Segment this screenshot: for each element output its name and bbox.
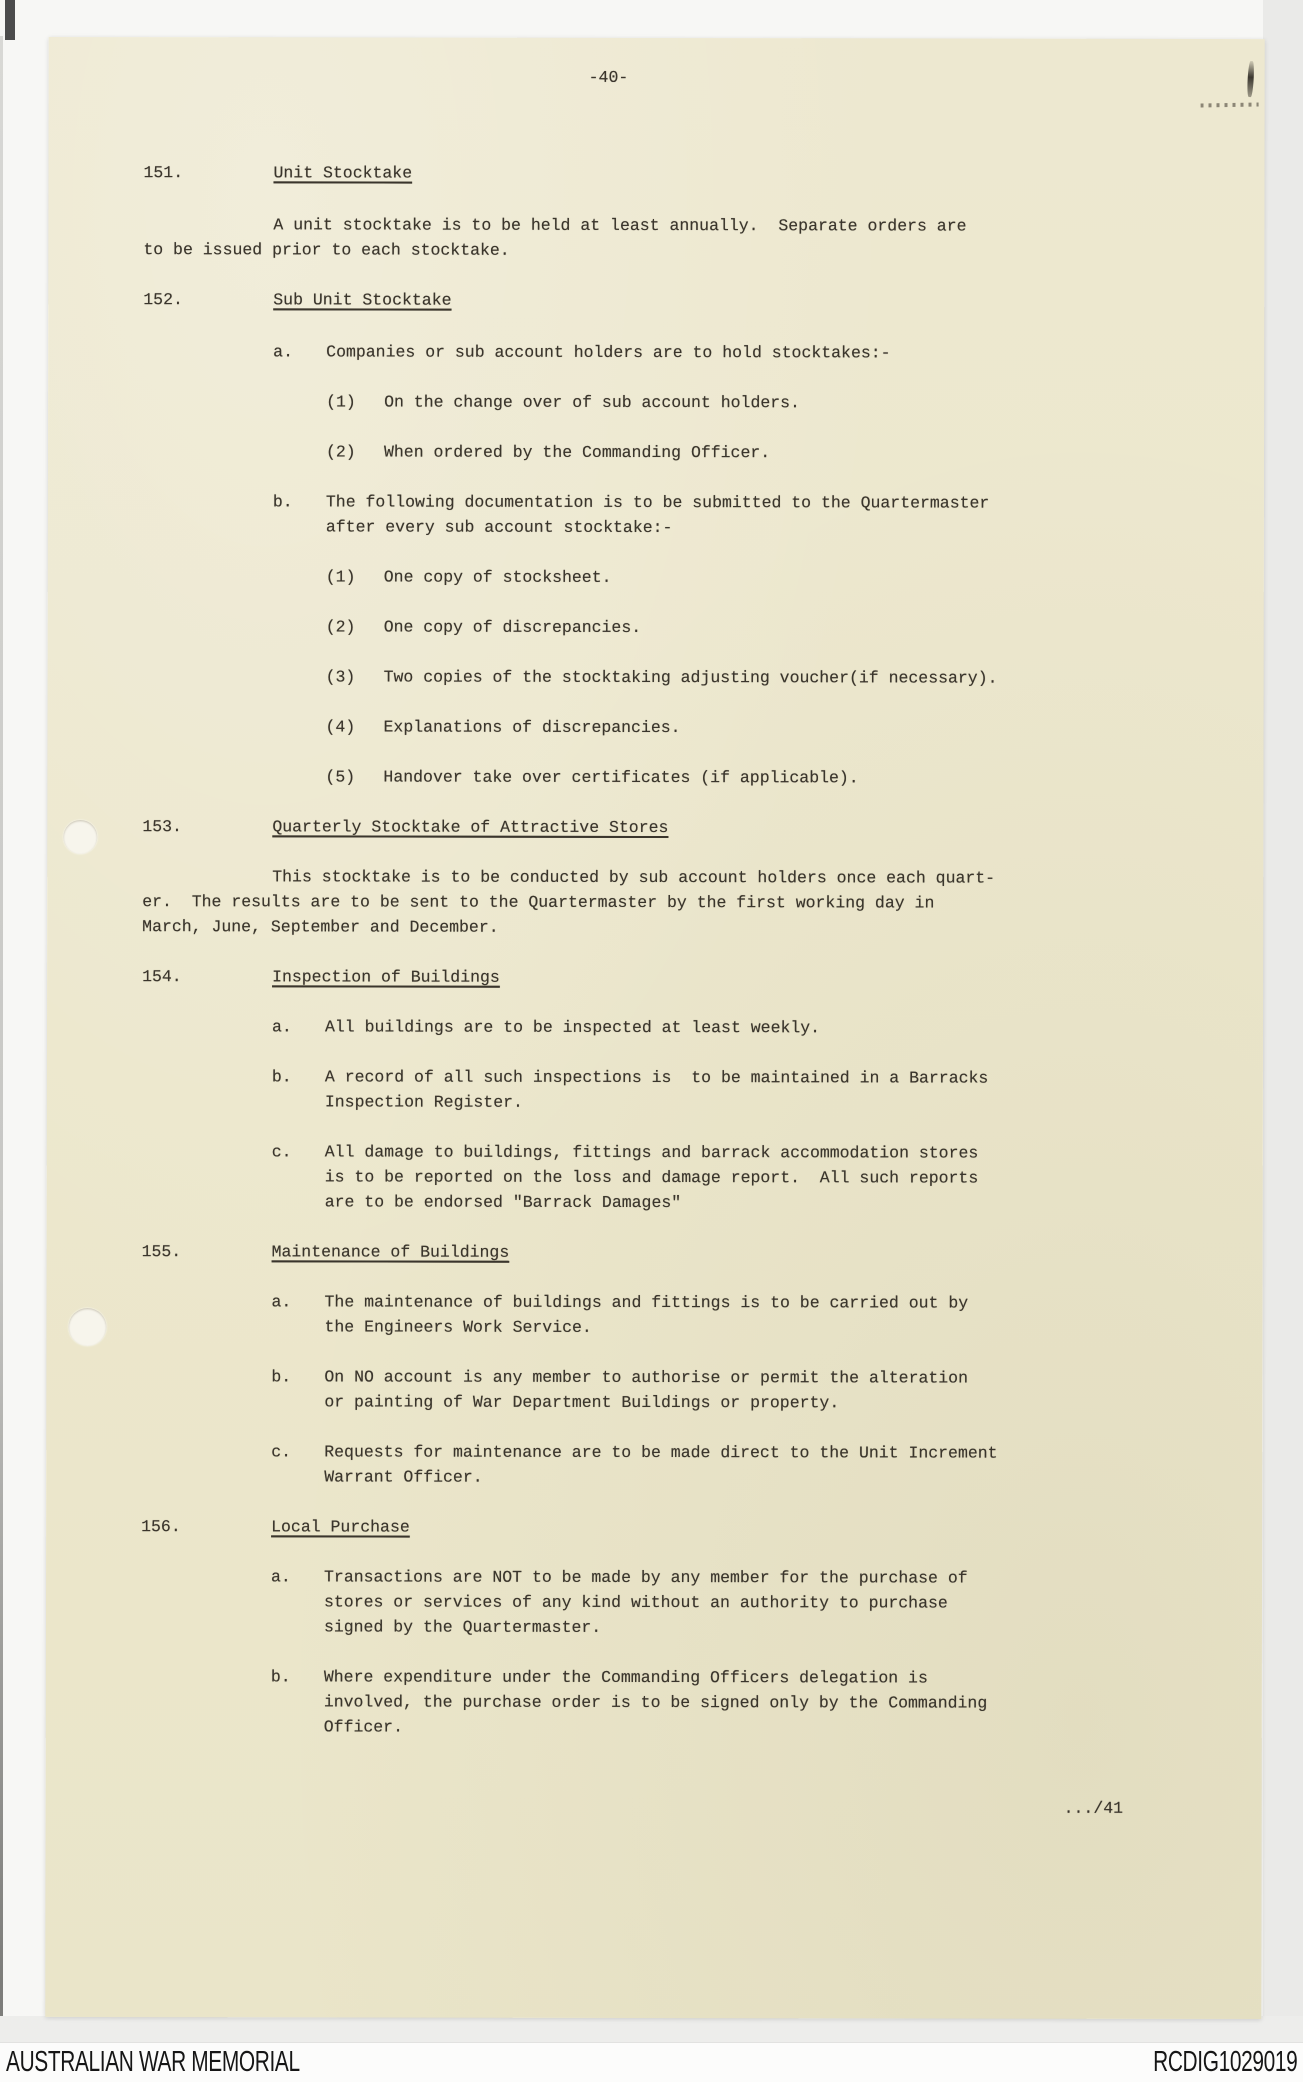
item-text: All buildings are to be inspected at least weekly. — [324, 1017, 821, 1038]
section-heading: Sub Unit Stocktake — [273, 290, 452, 310]
subitem-marker: (3) — [325, 667, 356, 687]
subitem-marker: (2) — [325, 617, 356, 637]
subitem-text: One copy of stocksheet. — [383, 567, 612, 587]
list-subitem — [326, 389, 800, 415]
punch-hole-top — [63, 820, 97, 854]
subitem-text: When ordered by the Commanding Officer. — [383, 442, 771, 463]
subitem-marker: (1) — [326, 392, 356, 412]
list-item — [273, 489, 990, 540]
archive-name: AUSTRALIAN WAR MEMORIAL — [6, 2046, 300, 2078]
subitem-marker: (4) — [325, 717, 356, 737]
section-154-heading-row — [142, 964, 500, 990]
item-marker: a. — [273, 342, 294, 362]
item-text: Companies or sub account holders are to hold stocktakes:- — [326, 342, 891, 363]
section-153-paragraph: This stocktake is to be conducted by sub account holders once each quart- er. The results are to be sent to the Quartermaster by the first working day in March, June, September and December. — [142, 867, 996, 937]
scan-edge-artifact — [5, 0, 15, 40]
item-text: Requests for maintenance are to be made direct to the Unit Increment Warrant Officer. — [324, 1442, 998, 1487]
list-subitem — [326, 664, 998, 690]
section-heading: Local Purchase — [271, 1517, 410, 1537]
punch-hole-bottom — [68, 1308, 106, 1346]
section-156-heading-row — [141, 1514, 410, 1539]
section-153-heading-row — [142, 814, 668, 840]
list-item — [272, 1014, 820, 1040]
section-number: 152. — [143, 290, 183, 310]
archive-reference-id: RCDIG1029019 — [1152, 2046, 1297, 2078]
list-item — [272, 1064, 989, 1115]
section-heading: Unit Stocktake — [273, 163, 413, 183]
list-subitem — [326, 439, 770, 465]
section-number: 153. — [142, 817, 182, 837]
subitem-marker: (5) — [325, 767, 356, 787]
item-text: The maintenance of buildings and fittings is to be carried out by the Engineers Work Service. — [324, 1292, 969, 1337]
document-page — [45, 37, 1264, 2019]
item-marker: b. — [271, 1367, 292, 1387]
item-text: All damage to buildings, fittings and barrack accommodation stores is to be reported on the loss and damage report. All such reports are to be endorsed "Barrack Damages" — [324, 1142, 979, 1213]
list-subitem — [326, 714, 681, 740]
list-item — [273, 339, 890, 365]
section-heading: Maintenance of Buildings — [271, 1242, 510, 1262]
list-item — [271, 1564, 968, 1640]
subitem-marker: (1) — [325, 567, 356, 587]
item-marker: c. — [271, 1442, 292, 1462]
list-item — [271, 1289, 968, 1340]
item-marker: b. — [270, 1667, 291, 1687]
section-number: 155. — [141, 1242, 182, 1262]
scan-edge-line — [0, 36, 3, 2042]
page-number: -40- — [588, 67, 629, 87]
list-item — [271, 1364, 968, 1415]
scan-bottom-margin — [0, 2016, 1303, 2042]
item-text: On NO account is any member to authorise or permit the alteration or painting of War Department Buildings or property. — [324, 1367, 969, 1413]
subitem-text: Handover take over certificates (if applicable). — [383, 767, 859, 788]
item-marker: a. — [271, 1567, 291, 1587]
subitem-text: Explanations of discrepancies. — [383, 717, 681, 738]
section-152-heading-row — [143, 287, 451, 313]
list-subitem — [326, 564, 612, 589]
continuation-mark: .../41 — [1063, 1798, 1124, 1818]
item-marker: a. — [271, 1017, 292, 1037]
archive-footer — [0, 2042, 1303, 2082]
list-subitem — [325, 764, 858, 790]
section-155-heading-row — [142, 1239, 510, 1265]
subitem-text: On the change over of sub account holders. — [384, 392, 800, 413]
item-text: Transactions are NOT to be made by any member for the purchase of stores or services of any kind without an authority to purchase signed by the Quartermaster. — [323, 1567, 968, 1637]
section-heading: Quarterly Stocktake of Attractive Stores — [272, 817, 669, 838]
item-marker: c. — [271, 1142, 292, 1162]
list-item — [272, 1139, 979, 1215]
section-number: 154. — [142, 967, 182, 987]
ink-smear — [1201, 103, 1259, 108]
item-marker: a. — [271, 1292, 292, 1312]
section-151-heading-row — [143, 160, 412, 185]
item-text: A record of all such inspections is to be maintained in a Barracks Inspection Register. — [324, 1067, 989, 1112]
list-item — [271, 1439, 997, 1490]
section-heading: Inspection of Buildings — [272, 967, 500, 987]
section-number: 156. — [141, 1517, 181, 1537]
subitem-text: One copy of discrepancies. — [383, 617, 642, 637]
list-subitem — [326, 614, 641, 640]
section-151-paragraph: A unit stocktake is to be held at least annually. Separate orders are to be issued prior to each stocktake. — [143, 215, 967, 260]
subitem-text: Two copies of the stocktaking adjusting voucher(if necessary). — [383, 667, 998, 688]
subitem-marker: (2) — [325, 442, 356, 462]
item-text: Where expenditure under the Commanding Officers delegation is involved, the purchase order is to be signed only by the Commanding Officer. — [323, 1667, 988, 1737]
section-number: 151. — [143, 163, 184, 183]
item-marker: b. — [271, 1067, 292, 1087]
item-text: The following documentation is to be submitted to the Quartermaster after every sub account stocktake:- — [325, 492, 990, 538]
item-marker: b. — [272, 492, 293, 512]
scan-right-margin — [1263, 0, 1303, 2042]
ink-mark — [1247, 61, 1255, 97]
list-item — [271, 1664, 988, 1740]
